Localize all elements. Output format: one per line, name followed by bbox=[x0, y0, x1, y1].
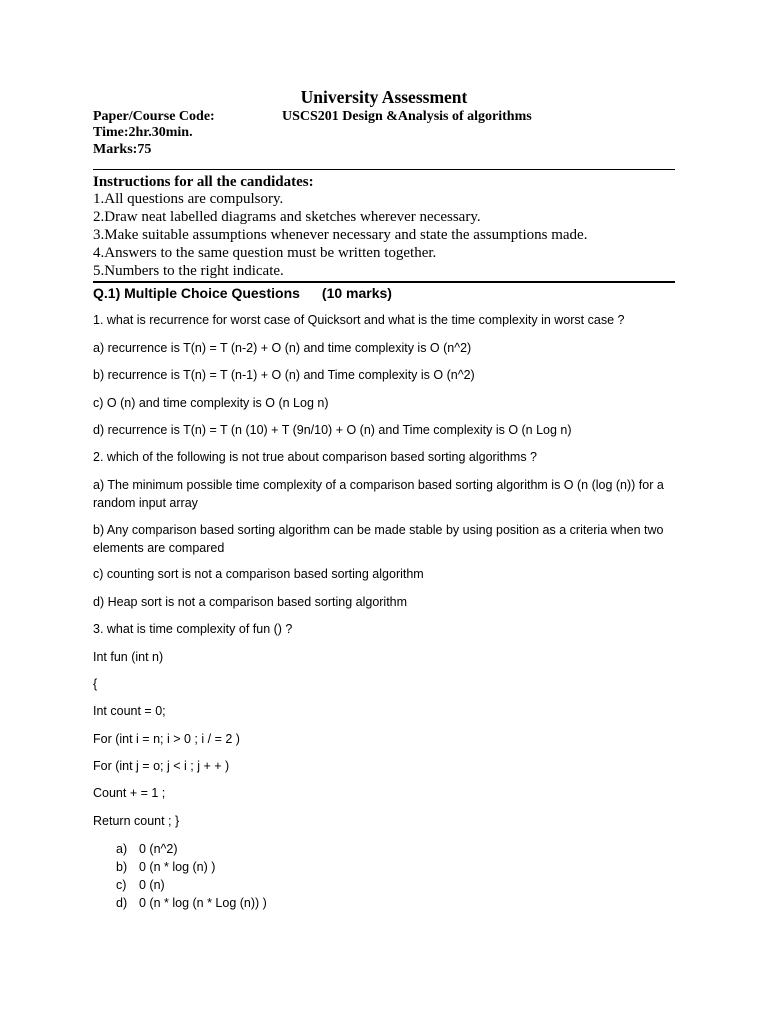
option-text: 0 (n^2) bbox=[139, 842, 178, 856]
question-1-option-c: c) O (n) and time complexity is O (n Log n) bbox=[93, 396, 329, 410]
course-code-label: Paper/Course Code: bbox=[93, 109, 215, 124]
question-2-option-b: b) Any comparison based sorting algorithm can be made stable by using position as a criteria when two elements are compared bbox=[93, 523, 664, 555]
exam-marks: Marks:75 bbox=[93, 142, 152, 157]
option-label: c) bbox=[116, 878, 127, 892]
question-1-option-b: b) recurrence is T(n) = T (n-1) + O (n) and Time complexity is O (n^2) bbox=[93, 368, 475, 382]
question-2-option-a: a) The minimum possible time complexity of a comparison based sorting algorithm is O (n (log (n)) for a random input array bbox=[93, 478, 664, 510]
code-line: Int count = 0; bbox=[93, 704, 166, 718]
option-label: b) bbox=[116, 860, 128, 874]
instruction-item: 3.Make suitable assumptions whenever necessary and state the assumptions made. bbox=[93, 227, 588, 243]
question-1-option-d: d) recurrence is T(n) = T (n (10) + T (9n/10) + O (n) and Time complexity is O (n Log n) bbox=[93, 423, 572, 437]
option-text: 0 (n * log (n * Log (n)) ) bbox=[139, 896, 267, 910]
question-3-option bbox=[116, 858, 267, 876]
question-2-option-d: d) Heap sort is not a comparison based sorting algorithm bbox=[93, 595, 408, 609]
option-label: a) bbox=[116, 842, 128, 856]
instruction-item: 1.All questions are compulsory. bbox=[93, 191, 284, 207]
exam-time: Time:2hr.30min. bbox=[93, 125, 193, 140]
question-1-option-a: a) recurrence is T(n) = T (n-2) + O (n) and time complexity is O (n^2) bbox=[93, 341, 472, 355]
option-text: 0 (n) bbox=[139, 878, 165, 892]
section-marks: (10 marks) bbox=[321, 285, 392, 301]
option-text: 0 (n * log (n) ) bbox=[139, 860, 216, 874]
section-title: Q.1) Multiple Choice Questions bbox=[93, 285, 300, 301]
question-3-option bbox=[116, 894, 267, 912]
option-label: d) bbox=[116, 896, 128, 910]
instruction-item: 5.Numbers to the right indicate. bbox=[93, 263, 284, 279]
instruction-item: 2.Draw neat labelled diagrams and sketches wherever necessary. bbox=[93, 209, 481, 225]
instructions-list bbox=[93, 190, 587, 280]
section-heading bbox=[93, 284, 392, 302]
code-line: For (int i = n; i > 0 ; i / = 2 ) bbox=[93, 732, 240, 746]
instructions-divider bbox=[93, 281, 675, 283]
question-3-options bbox=[116, 840, 267, 912]
course-code-value: USCS201 Design &Analysis of algorithms bbox=[282, 109, 532, 124]
question-2-text: 2. which of the following is not true about comparison based sorting algorithms ? bbox=[93, 450, 537, 464]
instructions-heading: Instructions for all the candidates: bbox=[93, 174, 314, 190]
code-line: Return count ; } bbox=[93, 814, 180, 828]
question-3-option bbox=[116, 876, 267, 894]
instruction-item: 4.Answers to the same question must be written together. bbox=[93, 245, 437, 261]
question-3-option bbox=[116, 840, 267, 858]
code-line: Count + = 1 ; bbox=[93, 786, 166, 800]
code-line: For (int j = o; j < i ; j + + ) bbox=[93, 759, 230, 773]
question-1-text: 1. what is recurrence for worst case of Quicksort and what is the time complexity in worst case ? bbox=[93, 313, 625, 327]
question-3-text: 3. what is time complexity of fun () ? bbox=[93, 622, 293, 636]
page-title: University Assessment bbox=[300, 87, 468, 107]
code-line: { bbox=[93, 677, 98, 691]
code-line: Int fun (int n) bbox=[93, 650, 164, 664]
header-divider bbox=[93, 169, 675, 170]
question-2-option-c: c) counting sort is not a comparison based sorting algorithm bbox=[93, 567, 424, 581]
